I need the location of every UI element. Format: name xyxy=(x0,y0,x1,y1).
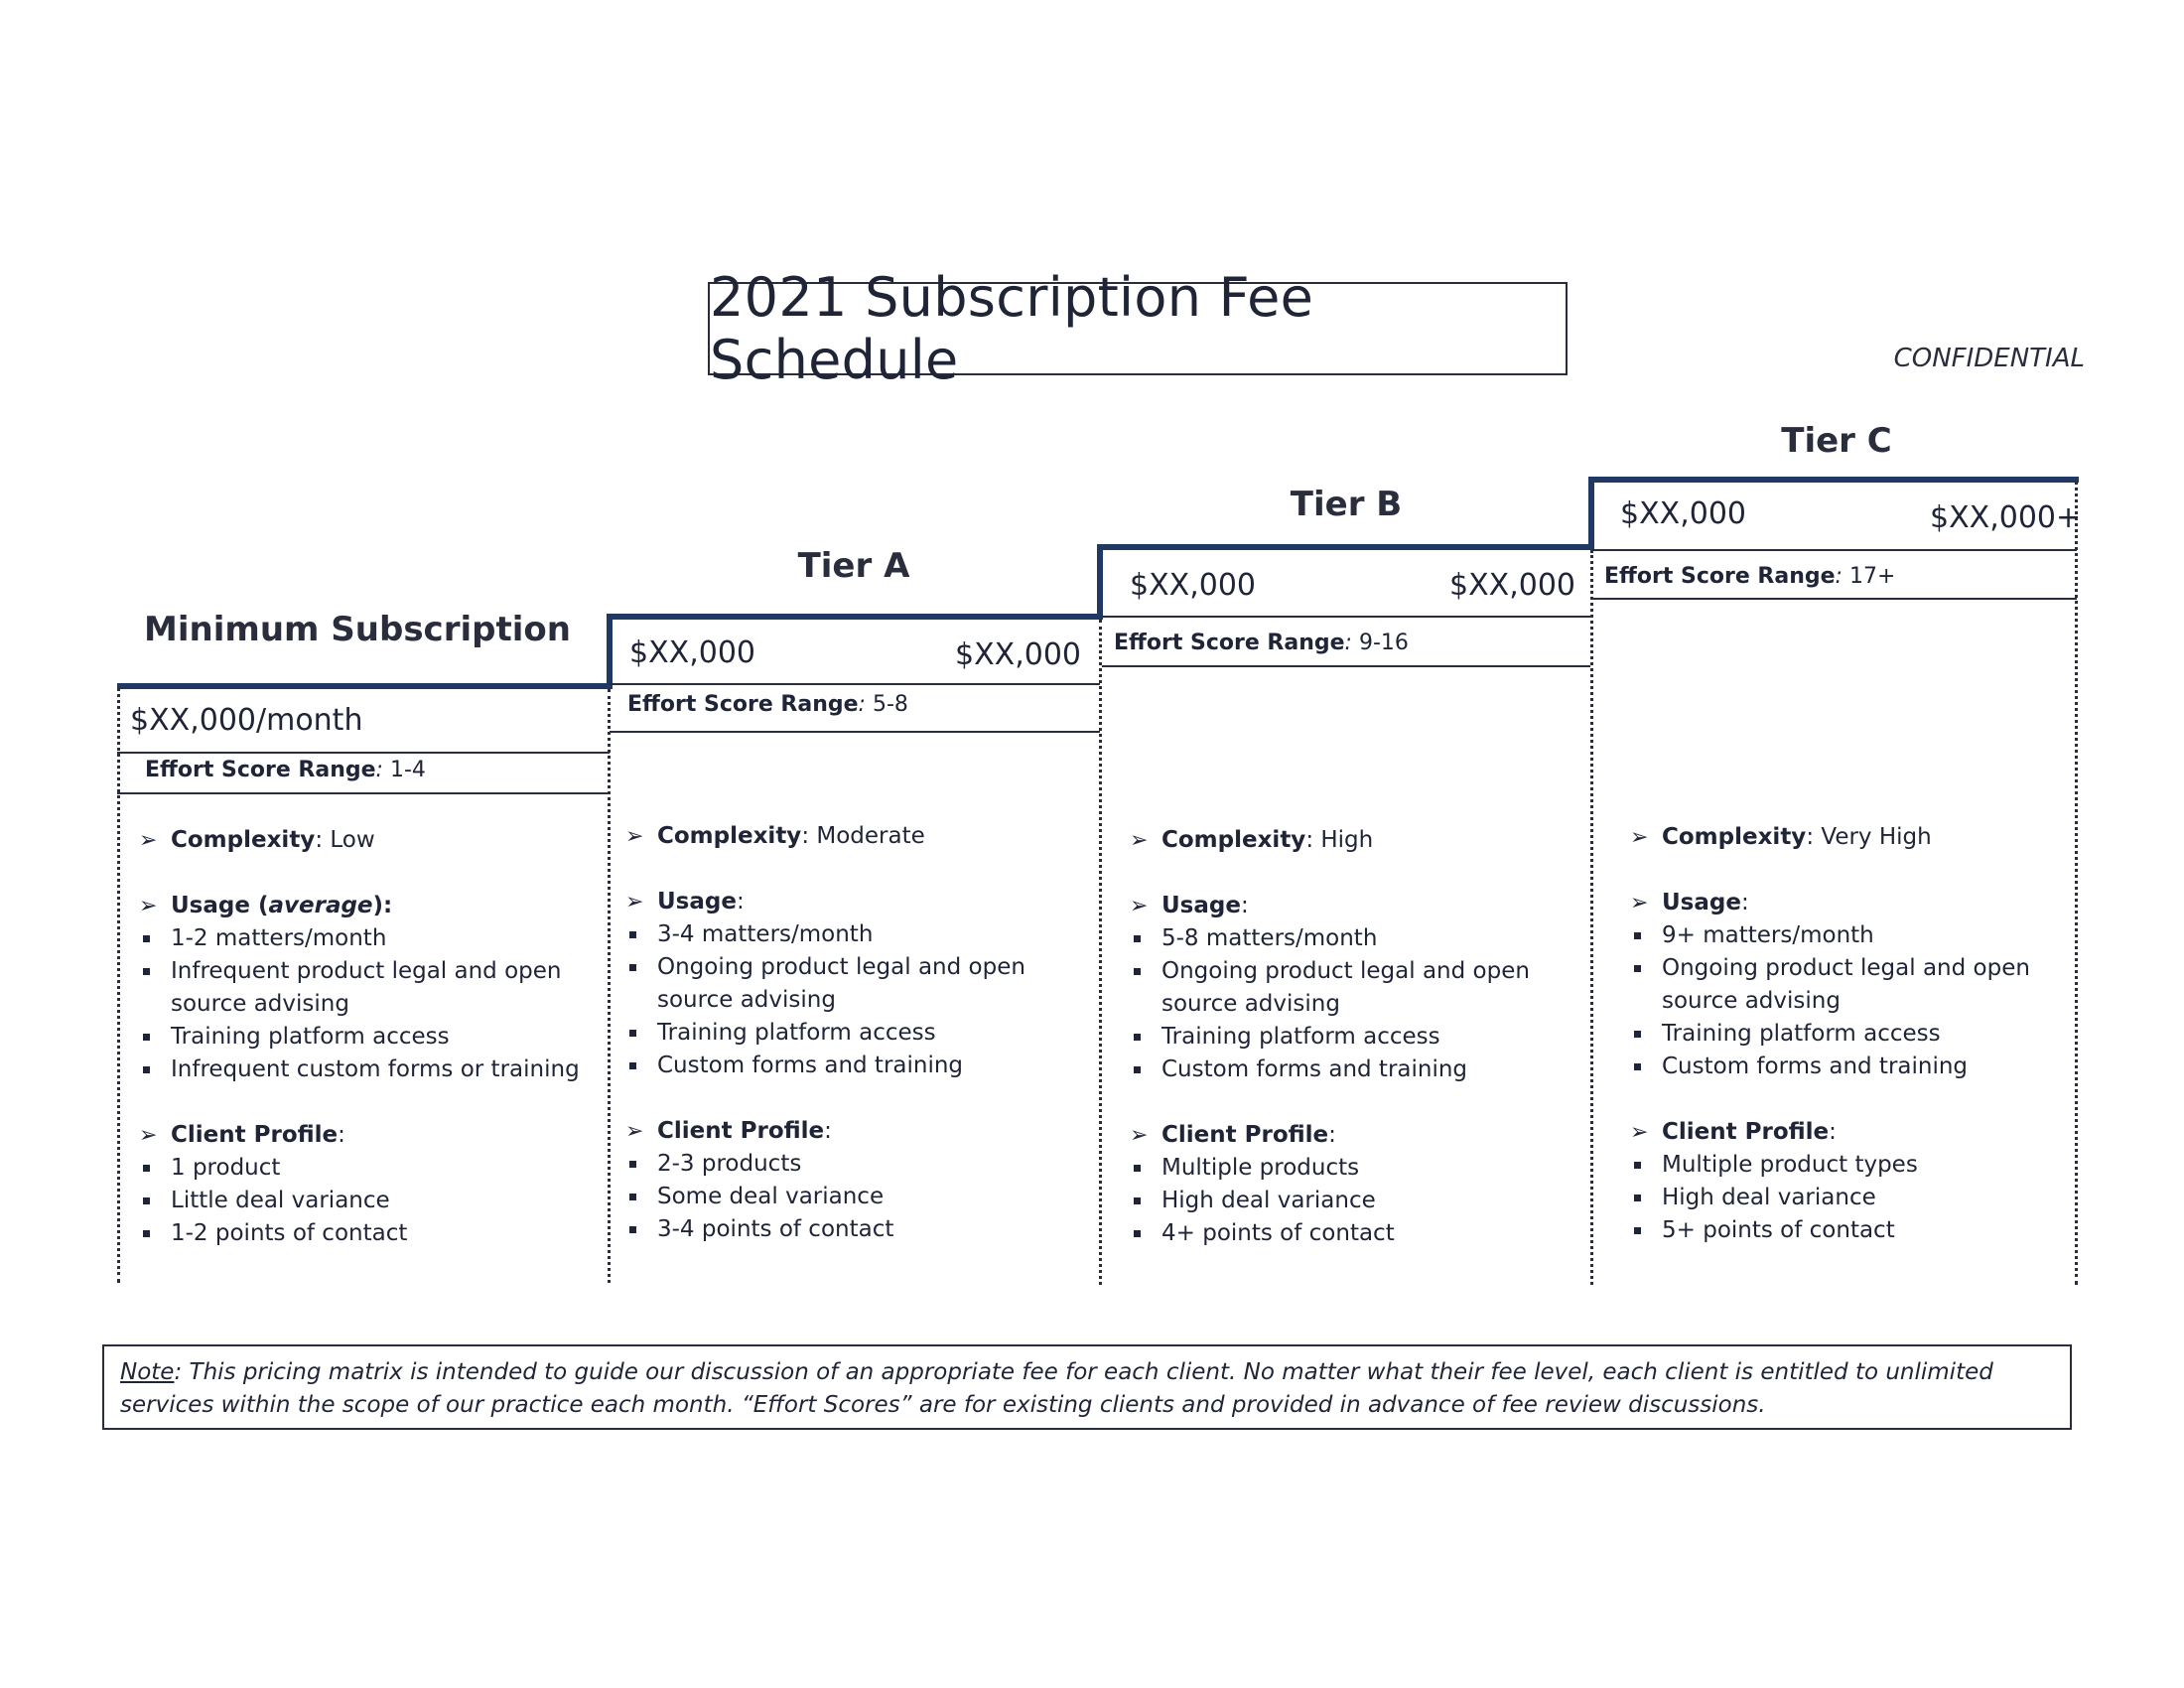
list-item: 4+ points of contact xyxy=(1130,1217,1596,1250)
price-low: $XX,000 xyxy=(1620,496,1746,531)
tier-heading: Tier A xyxy=(797,546,910,586)
arrow-icon: ➢ xyxy=(1630,1120,1649,1145)
price-low: $XX,000/month xyxy=(130,703,363,738)
list-item: Multiple products xyxy=(1130,1152,1596,1185)
tier-top-bar xyxy=(117,683,612,689)
list-item: Training platform access xyxy=(1630,1018,2067,1051)
arrow-icon: ➢ xyxy=(625,890,644,914)
effort-score-range: Effort Score Range: 5-8 xyxy=(627,692,908,717)
arrow-icon: ➢ xyxy=(1130,1123,1149,1148)
tier-step-riser xyxy=(1588,477,1594,550)
profile-list xyxy=(625,1148,1092,1246)
client-profile-heading: ➢ Client Profile: xyxy=(1130,1119,1596,1152)
profile-list xyxy=(1630,1149,2067,1247)
price-high: $XX,000 xyxy=(1449,568,1575,603)
tier-heading: Tier B xyxy=(1290,485,1403,524)
list-item: 1-2 matters/month xyxy=(139,922,606,955)
tier-top-bar xyxy=(607,614,1103,620)
divider-line xyxy=(1592,598,2077,600)
list-item: Custom forms and training xyxy=(625,1050,1092,1082)
profile-list xyxy=(139,1152,606,1250)
list-item: Custom forms and training xyxy=(1630,1051,2067,1083)
list-item: Some deal variance xyxy=(625,1181,1092,1213)
tier-details xyxy=(1130,824,1596,1250)
complexity-row: ➢ Complexity: High xyxy=(1130,824,1596,857)
price-high: $XX,000+ xyxy=(1930,500,2082,535)
client-profile-heading: ➢ Client Profile: xyxy=(139,1119,606,1152)
arrow-icon: ➢ xyxy=(139,1123,158,1148)
list-item: 5-8 matters/month xyxy=(1130,922,1596,955)
tier-details xyxy=(139,824,606,1250)
usage-heading: ➢ Usage: xyxy=(1130,890,1596,922)
tier-top-bar xyxy=(1588,477,2079,483)
tier-heading: Minimum Subscription xyxy=(144,610,571,649)
usage-list xyxy=(625,918,1092,1082)
arrow-icon: ➢ xyxy=(1630,825,1649,850)
client-profile-heading: ➢ Client Profile: xyxy=(625,1115,1092,1148)
divider-line xyxy=(610,731,1100,733)
list-item: Little deal variance xyxy=(139,1185,606,1217)
arrow-icon: ➢ xyxy=(625,1119,644,1144)
note-box xyxy=(102,1344,2072,1430)
complexity-row: ➢ Complexity: Very High xyxy=(1630,821,2067,854)
usage-list xyxy=(1630,919,2067,1083)
divider-line xyxy=(1102,665,1590,667)
list-item: 3-4 matters/month xyxy=(625,918,1092,951)
divider-line xyxy=(117,752,610,754)
tier-details xyxy=(625,820,1092,1246)
list-item: 5+ points of contact xyxy=(1630,1214,2067,1247)
note-text: : This pricing matrix is intended to guide our discussion of an appropriate fee for each client. No matter what their fee level, each client is entitled to unlimited services within the scope of our practice each month. “Effort Scores” are for existing clients and provided in advance of fee review discussions. xyxy=(120,1359,1993,1418)
price-high: $XX,000 xyxy=(955,637,1081,672)
tier-heading: Tier C xyxy=(1781,421,1892,461)
usage-heading: ➢ Usage (average): xyxy=(139,890,606,922)
divider-line xyxy=(1592,549,2077,551)
divider-line xyxy=(610,683,1100,685)
column-divider xyxy=(608,689,611,1283)
usage-list xyxy=(139,922,606,1086)
divider-line xyxy=(117,792,610,794)
list-item: Multiple product types xyxy=(1630,1149,2067,1182)
arrow-icon: ➢ xyxy=(1130,894,1149,918)
tier-step-riser xyxy=(607,614,613,689)
complexity-row: ➢ Complexity: Moderate xyxy=(625,820,1092,853)
effort-score-range: Effort Score Range: 9-16 xyxy=(1114,631,1409,655)
effort-score-range: Effort Score Range: 1-4 xyxy=(145,758,426,782)
tier-step-riser xyxy=(1097,544,1103,620)
complexity-row: ➢ Complexity: Low xyxy=(139,824,606,857)
effort-score-range: Effort Score Range: 17+ xyxy=(1604,564,1896,589)
arrow-icon: ➢ xyxy=(625,824,644,849)
arrow-icon: ➢ xyxy=(1130,828,1149,853)
list-item: 1 product xyxy=(139,1152,606,1185)
arrow-icon: ➢ xyxy=(139,828,158,853)
tier-top-bar xyxy=(1097,544,1593,550)
profile-list xyxy=(1130,1152,1596,1250)
usage-list xyxy=(1130,922,1596,1086)
arrow-icon: ➢ xyxy=(1630,891,1649,915)
list-item: 2-3 products xyxy=(625,1148,1092,1181)
list-item: Infrequent custom forms or training xyxy=(139,1054,606,1086)
tier-details xyxy=(1630,821,2067,1247)
page-title: 2021 Subscription Fee Schedule xyxy=(708,282,1568,375)
list-item: 1-2 points of contact xyxy=(139,1217,606,1250)
column-divider xyxy=(117,687,120,1283)
list-item: High deal variance xyxy=(1130,1185,1596,1217)
list-item: Ongoing product legal and open source advising xyxy=(1630,952,2067,1018)
price-low: $XX,000 xyxy=(629,635,755,670)
list-item: Ongoing product legal and open source advising xyxy=(1130,955,1596,1021)
usage-heading: ➢ Usage: xyxy=(1630,887,2067,919)
note-label: Note xyxy=(120,1359,175,1385)
column-divider xyxy=(1099,620,1102,1285)
list-item: High deal variance xyxy=(1630,1182,2067,1214)
confidential-label: CONFIDENTIAL xyxy=(1893,344,2085,373)
list-item: 9+ matters/month xyxy=(1630,919,2067,952)
list-item: Training platform access xyxy=(139,1021,606,1054)
list-item: 3-4 points of contact xyxy=(625,1213,1092,1246)
list-item: Ongoing product legal and open source advising xyxy=(625,951,1092,1017)
divider-line xyxy=(1102,616,1590,618)
client-profile-heading: ➢ Client Profile: xyxy=(1630,1116,2067,1149)
price-low: $XX,000 xyxy=(1130,568,1256,603)
arrow-icon: ➢ xyxy=(139,894,158,918)
list-item: Training platform access xyxy=(1130,1021,1596,1054)
list-item: Training platform access xyxy=(625,1017,1092,1050)
list-item: Infrequent product legal and open source advising xyxy=(139,955,606,1021)
column-divider xyxy=(1590,550,1593,1285)
list-item: Custom forms and training xyxy=(1130,1054,1596,1086)
column-divider xyxy=(2075,481,2078,1285)
usage-heading: ➢ Usage: xyxy=(625,886,1092,918)
